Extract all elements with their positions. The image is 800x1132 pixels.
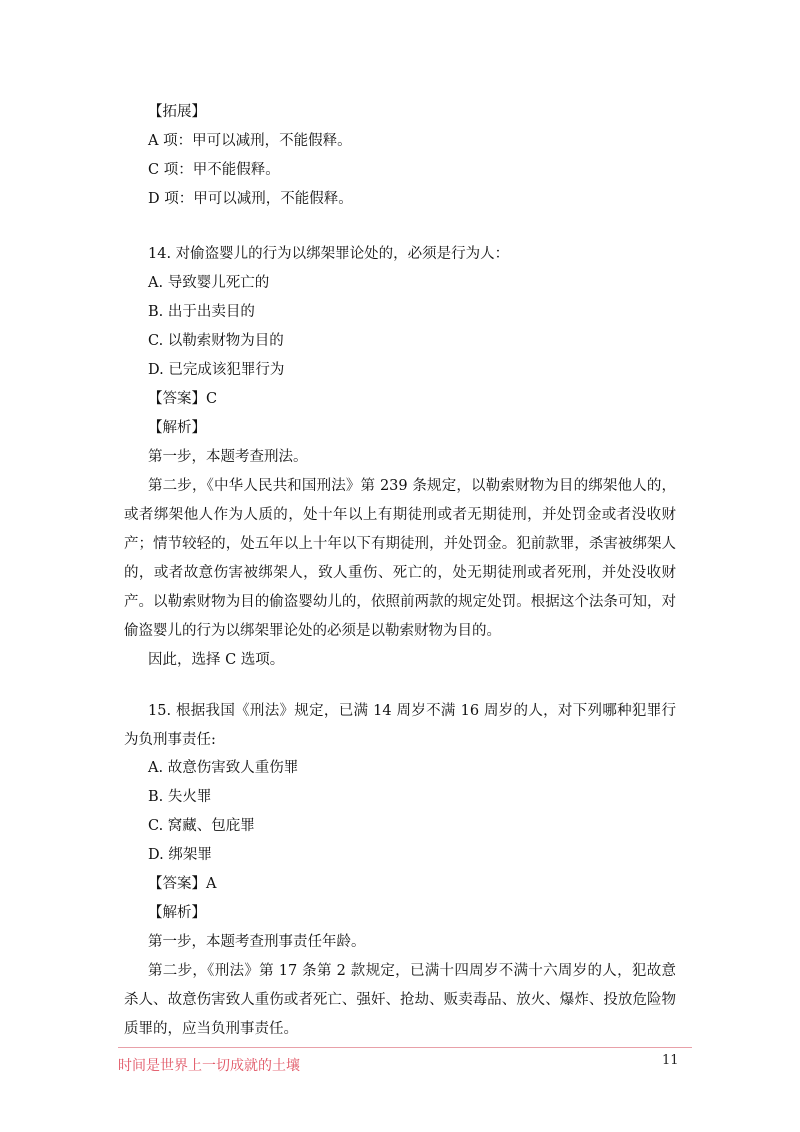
q14-option-b: B. 出于出卖目的 (148, 304, 255, 320)
q14-stem: 14. 对偷盗婴儿的行为以绑架罪论处的，必须是行为人： (148, 246, 510, 262)
q15-option-d: D. 绑架罪 (148, 847, 212, 863)
q15-option-b: B. 失火罪 (148, 789, 212, 805)
extension-item-a: A 项：甲可以减刑，不能假释。 (148, 133, 352, 149)
q15-analysis-heading: 【解析】 (148, 905, 206, 921)
q15-step2: 第二步，《刑法》第 17 条第 2 款规定，已满十四周岁不满十六周岁的人，犯故意杀人、故意伤害致人重伤或者死亡、强奸、抢劫、贩卖毒品、放火、爆炸、投放危险物质罪的，应当负刑事责任。 (124, 963, 676, 1037)
footer-divider (118, 1047, 692, 1048)
extension-item-c: C 项：甲不能假释。 (148, 162, 280, 178)
footer-slogan: 时间是世界上一切成就的土壤 (118, 1058, 300, 1074)
q14-analysis-heading: 【解析】 (148, 420, 206, 436)
q14-conclusion: 因此，选择 C 选项。 (148, 652, 285, 668)
q14-answer: 【答案】C (148, 391, 218, 407)
extension-item-d: D 项：甲可以减刑，不能假释。 (148, 191, 353, 207)
q14-option-d: D. 已完成该犯罪行为 (148, 362, 285, 378)
q14-option-a: A. 导致婴儿死亡的 (148, 275, 270, 291)
q14-step2: 第二步，《中华人民共和国刑法》第 239 条规定，以勒索财物为目的绑架他人的，或者绑架他人作为人质的，处十年以上有期徒刑或者无期徒刑，并处罚金或者没收财产；情节较轻的，处五年以上十年以下有期徒刑，并处罚金。犯前款罪，杀害被绑架人的，或者故意伤害被绑架人，致人重伤、死亡的，处无期徒刑或者死刑，并处没收财产。以勒索财物为目的偷盗婴幼儿的，依照前两款的规定处罚。根据这个法条可知，对偷盗婴儿的行为以绑架罪论处的必须是以勒索财物为目的。 (124, 478, 676, 639)
q15-stem: 15. 根据我国《刑法》规定，已满 14 周岁不满 16 周岁的人，对下列哪种犯罪行为负刑事责任: (124, 703, 676, 748)
extension-heading: 【拓展】 (148, 104, 206, 120)
q15-option-c: C. 窝藏、包庇罪 (148, 818, 255, 834)
q14-step1: 第一步，本题考查刑法。 (148, 449, 308, 465)
q14-option-c: C. 以勒索财物为目的 (148, 333, 284, 349)
q15-answer: 【答案】A (148, 876, 217, 892)
q15-option-a: A. 故意伤害致人重伤罪 (148, 760, 299, 776)
page-number: 11 (662, 1053, 679, 1068)
q15-step1: 第一步，本题考查刑事责任年龄。 (148, 934, 366, 950)
